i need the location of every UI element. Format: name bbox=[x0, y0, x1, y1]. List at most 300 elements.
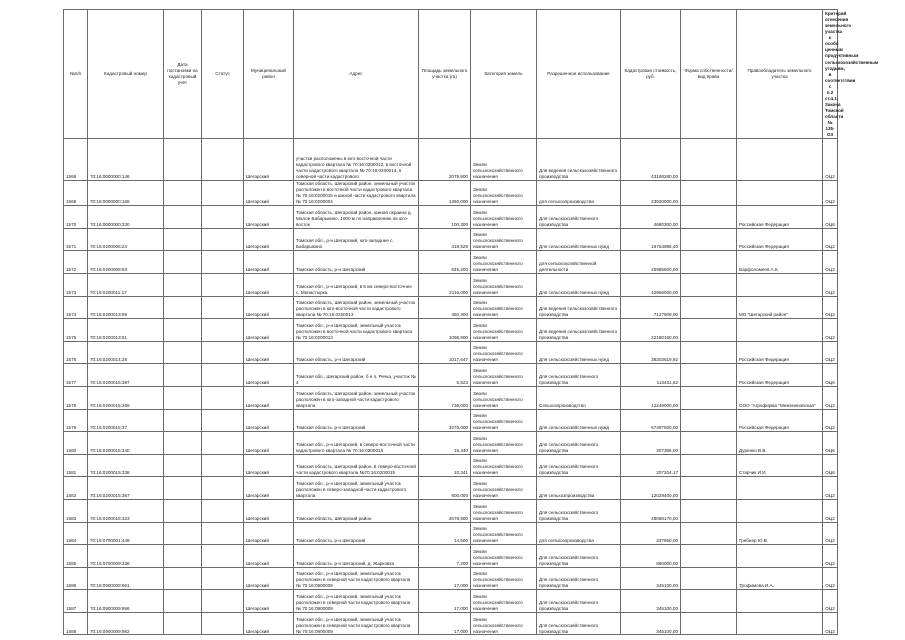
area-cell: 1096,900 bbox=[419, 319, 471, 342]
permitted-use-cell: для сельхозпроизводства bbox=[537, 181, 621, 206]
rights-holder-cell bbox=[737, 545, 823, 568]
area-cell: 17,000 bbox=[419, 590, 471, 613]
criterion-cell: ОЦ2 bbox=[823, 228, 838, 251]
permitted-use-cell: Для сельскохозяйственных нужд bbox=[537, 341, 621, 364]
rights-holder-cell bbox=[737, 273, 823, 296]
ownership-form-cell bbox=[681, 545, 737, 568]
address-cell: Томская область, Шегарский район, в северо-восточной части кадастрового квартала №70:16:0200015 bbox=[294, 454, 419, 477]
rights-holder-cell: Российская Федерация bbox=[737, 341, 823, 364]
land-category-cell: Земли сельскохозяйственного назначения bbox=[471, 386, 537, 409]
registration-date-cell bbox=[164, 181, 202, 206]
rights-holder-cell bbox=[737, 181, 823, 206]
criterion-cell: ОЦ2 bbox=[823, 567, 838, 590]
status-cell bbox=[202, 251, 244, 274]
rights-holder-cell bbox=[737, 319, 823, 342]
land-category-cell: Земли сельскохозяйственного назначения bbox=[471, 522, 537, 545]
criterion-cell: ОЦ2 bbox=[823, 296, 838, 319]
cadastral-value-cell: 860000,00 bbox=[621, 545, 681, 568]
municipal-district-cell: Шегарский bbox=[244, 409, 294, 432]
municipal-district-cell: Шегарский bbox=[244, 545, 294, 568]
land-category-cell: Земли сельскохозяйственного назначения bbox=[471, 477, 537, 500]
registration-date-cell bbox=[164, 522, 202, 545]
ownership-form-cell bbox=[681, 251, 737, 274]
table-row bbox=[64, 386, 838, 409]
status-cell bbox=[202, 567, 244, 590]
cadastral-value-cell: 22180160,00 bbox=[621, 319, 681, 342]
area-cell: 15,340 bbox=[419, 432, 471, 455]
permitted-use-cell: Для сельскохозяйственного производства bbox=[537, 545, 621, 568]
address-cell: Томская область, Шегарский район, земельный участок расположен в восточной части кадастрового квартала № 70:16:0200015 и южной части кадастрового квартала № 70:16:0200004 bbox=[294, 181, 419, 206]
criterion-cell: ОЦ2 bbox=[823, 386, 838, 409]
table-row bbox=[64, 341, 838, 364]
cadastral-value-cell: 12249000,00 bbox=[621, 386, 681, 409]
cadastral-value-cell: 113431,62 bbox=[621, 364, 681, 387]
land-category-cell: Земли сельскохозяйственного назначения bbox=[471, 319, 537, 342]
address-cell: Томская область, р-н Шегарский bbox=[294, 522, 419, 545]
land-category-cell: Земли сельскохозяйственного назначения bbox=[471, 206, 537, 229]
municipal-district-cell: Шегарский bbox=[244, 181, 294, 206]
cadastral-value-cell: 67497500,00 bbox=[621, 409, 681, 432]
rights-holder-cell: Российская Федерация bbox=[737, 364, 823, 387]
criterion-cell: ОЦ2 bbox=[823, 499, 838, 522]
criterion-cell: ОЦ2 bbox=[823, 273, 838, 296]
address-cell: Томская область, р-н Шегарский bbox=[294, 409, 419, 432]
rights-holder-cell bbox=[737, 612, 823, 635]
registration-date-cell bbox=[164, 139, 202, 181]
rights-holder-cell: Гребнер Ю.В. bbox=[737, 522, 823, 545]
area-cell: 14,500 bbox=[419, 522, 471, 545]
rights-holder-cell bbox=[737, 139, 823, 181]
land-category-cell: Земли сельскохозяйственного назначения bbox=[471, 341, 537, 364]
permitted-use-cell: Для ведения сельскохозяйственного производства bbox=[537, 296, 621, 319]
criterion-cell: ОЦ2 bbox=[823, 139, 838, 181]
land-category-cell: Земли сельскохозяйственного назначения bbox=[471, 296, 537, 319]
address-cell: Томская область, р-н Шегарский bbox=[294, 251, 419, 274]
rights-holder-cell: Российская Федерация bbox=[737, 206, 823, 229]
permitted-use-cell: Для сельскохозяйственного производства bbox=[537, 206, 621, 229]
ownership-form-cell bbox=[681, 499, 737, 522]
rights-holder-cell: Варфоломеев А.К. bbox=[737, 251, 823, 274]
row-number-cell: 1574 bbox=[64, 296, 88, 319]
status-cell bbox=[202, 499, 244, 522]
permitted-use-cell: Для ведения сельскохозяйственного производства bbox=[537, 139, 621, 181]
header-cell: Форма собственности/вид права bbox=[681, 10, 737, 139]
cadastral-value-cell: 43188280,00 bbox=[621, 139, 681, 181]
ownership-form-cell bbox=[681, 139, 737, 181]
registration-date-cell bbox=[164, 319, 202, 342]
table-row bbox=[64, 545, 838, 568]
area-cell: 350,300 bbox=[419, 296, 471, 319]
cadastral-value-cell: 345100,00 bbox=[621, 590, 681, 613]
ownership-form-cell bbox=[681, 454, 737, 477]
header-cell: Кадастровая стоимость, руб. bbox=[621, 10, 681, 139]
registration-date-cell bbox=[164, 296, 202, 319]
permitted-use-cell: Для сельскохозяйственного производства bbox=[537, 499, 621, 522]
rights-holder-cell: Российская Федерация bbox=[737, 409, 823, 432]
ownership-form-cell bbox=[681, 612, 737, 635]
status-cell bbox=[202, 432, 244, 455]
cadastral-value-cell: 12029400,00 bbox=[621, 477, 681, 500]
registration-date-cell bbox=[164, 409, 202, 432]
table-row bbox=[64, 409, 838, 432]
address-cell: Томская область, Шегарский район, южная окраина д. Малое Бабарыкино, 1000 м по направлению на юго-восток bbox=[294, 206, 419, 229]
registration-date-cell bbox=[164, 545, 202, 568]
status-cell bbox=[202, 206, 244, 229]
municipal-district-cell: Шегарский bbox=[244, 364, 294, 387]
table-row bbox=[64, 454, 838, 477]
area-cell: 17,000 bbox=[419, 612, 471, 635]
table-row bbox=[64, 590, 838, 613]
ownership-form-cell bbox=[681, 273, 737, 296]
row-number-cell: 1568 bbox=[64, 139, 88, 181]
row-number-cell: 1580 bbox=[64, 432, 88, 455]
criterion-cell: ОЦ6 bbox=[823, 364, 838, 387]
row-number-cell: 1586 bbox=[64, 567, 88, 590]
area-cell: 2116,000 bbox=[419, 273, 471, 296]
land-category-cell: Земли сельскохозяйственного назначения bbox=[471, 364, 537, 387]
cadastral-value-cell: 207204,17 bbox=[621, 454, 681, 477]
cadastral-number-cell: 70:16:0200008:83 bbox=[88, 251, 164, 274]
cadastral-value-cell: 36303619,92 bbox=[621, 341, 681, 364]
cadastral-value-cell: 25985500,00 bbox=[621, 251, 681, 274]
address-cell: Томская обл., р-н Шегарский, земельный участок расположен в восточной части кадастрового квартала № 70:16:0200013 bbox=[294, 319, 419, 342]
cadastral-number-cell: 70:16:0200015:269 bbox=[88, 386, 164, 409]
cadastral-value-cell: 337850,00 bbox=[621, 522, 681, 545]
cadastral-number-cell: 70:16:0200015:338 bbox=[88, 454, 164, 477]
permitted-use-cell: Для ведения сельскохозяйственного производства bbox=[537, 319, 621, 342]
header-cell: Разрешенное использование bbox=[537, 10, 621, 139]
permitted-use-cell: для сельскохозяйственной деятельности bbox=[537, 251, 621, 274]
table-row bbox=[64, 319, 838, 342]
municipal-district-cell: Шегарский bbox=[244, 612, 294, 635]
municipal-district-cell: Шегарский bbox=[244, 251, 294, 274]
row-number-cell: 1577 bbox=[64, 364, 88, 387]
criterion-cell: ОЦ2 bbox=[823, 590, 838, 613]
header-cell: Адрес bbox=[294, 10, 419, 139]
permitted-use-cell: Для сельскохозяйственного производства bbox=[537, 364, 621, 387]
area-cell: 2079,900 bbox=[419, 139, 471, 181]
criterion-cell: ОЦ2 bbox=[823, 522, 838, 545]
cadastral-number-cell: 70:16:0200014:28 bbox=[88, 341, 164, 364]
ownership-form-cell bbox=[681, 364, 737, 387]
row-number-cell: 1588 bbox=[64, 612, 88, 635]
permitted-use-cell: Сельхозпроизводство bbox=[537, 386, 621, 409]
address-cell: Томская обл., р-н Шегарский, в северо-восточной части кадастрового квартала № 70:16:0200015 bbox=[294, 432, 419, 455]
row-number-cell: 1578 bbox=[64, 386, 88, 409]
municipal-district-cell: Шегарский bbox=[244, 319, 294, 342]
row-number-cell: 1572 bbox=[64, 251, 88, 274]
rights-holder-cell: МО "Шегарский район" bbox=[737, 296, 823, 319]
row-number-cell: 1587 bbox=[64, 590, 88, 613]
municipal-district-cell: Шегарский bbox=[244, 454, 294, 477]
status-cell bbox=[202, 139, 244, 181]
criterion-cell: ОЦ2 bbox=[823, 612, 838, 635]
land-category-cell: Земли сельскохозяйственного назначения bbox=[471, 409, 537, 432]
table-row bbox=[64, 612, 838, 635]
municipal-district-cell: Шегарский bbox=[244, 499, 294, 522]
permitted-use-cell: Для сельскохозяйственного производства bbox=[537, 612, 621, 635]
status-cell bbox=[202, 612, 244, 635]
registration-date-cell bbox=[164, 612, 202, 635]
ownership-form-cell bbox=[681, 477, 737, 500]
permitted-use-cell: Для сельскохозяйственного производства bbox=[537, 454, 621, 477]
permitted-use-cell: Для сельскохозяйственного производства bbox=[537, 590, 621, 613]
rights-holder-cell: Трофимова И.А. bbox=[737, 567, 823, 590]
area-cell: 10,341 bbox=[419, 454, 471, 477]
registration-date-cell bbox=[164, 251, 202, 274]
ownership-form-cell bbox=[681, 341, 737, 364]
header-cell: №п/п bbox=[64, 10, 88, 139]
table-row bbox=[64, 273, 838, 296]
registration-date-cell bbox=[164, 499, 202, 522]
cadastral-number-cell: 70:16:0200015:37 bbox=[88, 409, 164, 432]
cadastral-number-cell: 70:16:0200013:81 bbox=[88, 319, 164, 342]
ownership-form-cell bbox=[681, 319, 737, 342]
cadastral-number-cell: 70:16:0700009:338 bbox=[88, 545, 164, 568]
table-row bbox=[64, 567, 838, 590]
header-cell: Площадь земельного участка (га) bbox=[419, 10, 471, 139]
rights-holder-cell: Дуренко В.В. bbox=[737, 432, 823, 455]
area-cell: 3275,000 bbox=[419, 409, 471, 432]
area-cell: 418,529 bbox=[419, 228, 471, 251]
cadastral-number-cell: 70:16:0200015:387 bbox=[88, 364, 164, 387]
header-cell: Категория земель bbox=[471, 10, 537, 139]
permitted-use-cell: Для сельскохозяйственных нужд bbox=[537, 409, 621, 432]
permitted-use-cell: Для сельскохозяйственных нужд bbox=[537, 228, 621, 251]
row-number-cell: 1575 bbox=[64, 319, 88, 342]
area-cell: 5,523 bbox=[419, 364, 471, 387]
land-registry-sheet bbox=[63, 9, 879, 635]
municipal-district-cell: Шегарский bbox=[244, 386, 294, 409]
criterion-cell: ОЦ2 bbox=[823, 477, 838, 500]
cadastral-value-cell: 16754986,40 bbox=[621, 228, 681, 251]
address-cell: Томская обл., р-н Шегарский, юго-западнее с. Бабарыкино bbox=[294, 228, 419, 251]
permitted-use-cell: Для сельскохозяйственных нужд bbox=[537, 273, 621, 296]
table-row bbox=[64, 522, 838, 545]
criterion-cell: ОЦ6 bbox=[823, 432, 838, 455]
criterion-cell: ОЦ2 bbox=[823, 251, 838, 274]
cadastral-number-cell: 70:16:0900009:961 bbox=[88, 567, 164, 590]
table-row bbox=[64, 296, 838, 319]
cadastral-value-cell: 307366,00 bbox=[621, 432, 681, 455]
address-cell: Томская обл., р-н Шегарский, земельный участок расположен в северо-западной части кадастрового квартала bbox=[294, 477, 419, 500]
table-row bbox=[64, 477, 838, 500]
cadastral-number-cell: 70:16:0000000:146 bbox=[88, 139, 164, 181]
area-cell: 845,200 bbox=[419, 251, 471, 274]
cadastral-number-cell: 70:16:0200013:99 bbox=[88, 296, 164, 319]
cadastral-value-cell: 42956000,00 bbox=[621, 273, 681, 296]
municipal-district-cell: Шегарский bbox=[244, 522, 294, 545]
registration-date-cell bbox=[164, 432, 202, 455]
municipal-district-cell: Шегарский bbox=[244, 341, 294, 364]
status-cell bbox=[202, 319, 244, 342]
land-category-cell: Земли сельскохозяйственного назначения bbox=[471, 432, 537, 455]
criterion-cell: ОЦ6 bbox=[823, 206, 838, 229]
registration-date-cell bbox=[164, 206, 202, 229]
table-row bbox=[64, 181, 838, 206]
registration-date-cell bbox=[164, 341, 202, 364]
rights-holder-cell bbox=[737, 499, 823, 522]
address-cell: Томская обл., р-н Шегарский, земельный участок расположен в северной части кадастрового квартала № 70:16:0900009 bbox=[294, 590, 419, 613]
criterion-cell: ОЦ2 bbox=[823, 545, 838, 568]
cadastral-number-cell: 70:16:0900009:956 bbox=[88, 590, 164, 613]
status-cell bbox=[202, 409, 244, 432]
status-cell bbox=[202, 341, 244, 364]
row-number-cell: 1571 bbox=[64, 228, 88, 251]
cadastral-value-cell: 48088170,00 bbox=[621, 499, 681, 522]
table-row bbox=[64, 499, 838, 522]
municipal-district-cell: Шегарский bbox=[244, 590, 294, 613]
cadastral-value-cell: 23920000,00 bbox=[621, 181, 681, 206]
municipal-district-cell: Шегарский bbox=[244, 477, 294, 500]
cadastral-number-cell: 70:16:0000000:169 bbox=[88, 181, 164, 206]
cadastral-number-cell: 70:16:0900009:962 bbox=[88, 612, 164, 635]
rights-holder-cell: Старчик И.И. bbox=[737, 454, 823, 477]
header-cell: Правообладатель земельного участка bbox=[737, 10, 823, 139]
cadastral-number-cell: 70:16:0200015:340 bbox=[88, 432, 164, 455]
address-cell: Томская область, р-н Шегарский, д. Жарковка bbox=[294, 545, 419, 568]
status-cell bbox=[202, 273, 244, 296]
land-category-cell: Земли сельскохозяйственного назначения bbox=[471, 567, 537, 590]
table-row bbox=[64, 432, 838, 455]
permitted-use-cell: для сельхозпроизводства bbox=[537, 522, 621, 545]
registration-date-cell bbox=[164, 364, 202, 387]
status-cell bbox=[202, 386, 244, 409]
registration-date-cell bbox=[164, 228, 202, 251]
area-cell: 2678,900 bbox=[419, 499, 471, 522]
row-number-cell: 1579 bbox=[64, 409, 88, 432]
status-cell bbox=[202, 296, 244, 319]
address-cell: Томская обл., р-н Шегарский, земельный участок расположен в северной части кадастрового квартала № 70:16:0900009 bbox=[294, 567, 419, 590]
municipal-district-cell: Шегарский bbox=[244, 296, 294, 319]
cadastral-value-cell: 345100,00 bbox=[621, 612, 681, 635]
ownership-form-cell bbox=[681, 590, 737, 613]
header-cell: Кадастровый номер bbox=[88, 10, 164, 139]
header-cell: Дата постановки на кадастровый учёт bbox=[164, 10, 202, 139]
address-cell: участки расположены в юго-восточной части кадастрового квартала № 70:16:0200012, в восточной части кадастрового квартала № 70:16:0200014, в северной части кадастрового bbox=[294, 139, 419, 181]
municipal-district-cell: Шегарский bbox=[244, 432, 294, 455]
permitted-use-cell: Для сельхозпроизводства bbox=[537, 477, 621, 500]
table-row bbox=[64, 139, 838, 181]
status-cell bbox=[202, 228, 244, 251]
registration-date-cell bbox=[164, 454, 202, 477]
status-cell bbox=[202, 181, 244, 206]
header-cell-criterion: Критерий отнесения земельного участка к особо ценным продуктивным сельскохозяйственным угодьям, в соответствии с п.2 ст.4.1 Закона Томской области № 135-ОЗ bbox=[823, 10, 838, 139]
row-number-cell: 1570 bbox=[64, 206, 88, 229]
address-cell: Томская область, Шегарский район, земельный участок расположен в юго-восточной части кадастрового квартала № 70:16:0200013 bbox=[294, 296, 419, 319]
status-cell bbox=[202, 364, 244, 387]
table-row bbox=[64, 251, 838, 274]
municipal-district-cell: Шегарский bbox=[244, 567, 294, 590]
row-number-cell: 1581 bbox=[64, 454, 88, 477]
criterion-cell: ОЦ6 bbox=[823, 454, 838, 477]
address-cell: Томская область, Шегарский район bbox=[294, 499, 419, 522]
cadastral-number-cell: 70:16:0200015:367 bbox=[88, 477, 164, 500]
area-cell: 100,300 bbox=[419, 206, 471, 229]
ownership-form-cell bbox=[681, 409, 737, 432]
header-row bbox=[64, 10, 838, 139]
registration-date-cell bbox=[164, 590, 202, 613]
ownership-form-cell bbox=[681, 522, 737, 545]
status-cell bbox=[202, 454, 244, 477]
area-cell: 1017,647 bbox=[419, 341, 471, 364]
row-number-cell: 1585 bbox=[64, 545, 88, 568]
land-category-cell: Земли сельскохозяйственного назначения bbox=[471, 612, 537, 635]
land-category-cell: Земли сельскохозяйственного назначения bbox=[471, 454, 537, 477]
table-row bbox=[64, 228, 838, 251]
ownership-form-cell bbox=[681, 228, 737, 251]
permitted-use-cell: Для сельскохозяйственного производства bbox=[537, 432, 621, 455]
municipal-district-cell: Шегарский bbox=[244, 206, 294, 229]
ownership-form-cell bbox=[681, 386, 737, 409]
cadastral-number-cell: 70:16:0700001:449 bbox=[88, 522, 164, 545]
header-cell: Статус bbox=[202, 10, 244, 139]
criterion-cell: ОЦ2 bbox=[823, 319, 838, 342]
ownership-form-cell bbox=[681, 296, 737, 319]
ownership-form-cell bbox=[681, 432, 737, 455]
registration-date-cell bbox=[164, 273, 202, 296]
registration-date-cell bbox=[164, 477, 202, 500]
row-number-cell: 1576 bbox=[64, 341, 88, 364]
address-cell: Томская обл., р-н Шегарский, в 5 км северо-восточнее с. Монастырка bbox=[294, 273, 419, 296]
land-category-cell: Земли сельскохозяйственного назначения bbox=[471, 228, 537, 251]
rights-holder-cell: ООО "Агрофирма "Межениновская" bbox=[737, 386, 823, 409]
rights-holder-cell bbox=[737, 477, 823, 500]
rights-holder-cell: Российская Федерация bbox=[737, 228, 823, 251]
criterion-cell: ОЦ2 bbox=[823, 341, 838, 364]
land-registry-table bbox=[63, 9, 879, 635]
cadastral-value-cell: 345100,00 bbox=[621, 567, 681, 590]
ownership-form-cell bbox=[681, 181, 737, 206]
row-number-cell: 1584 bbox=[64, 522, 88, 545]
registration-date-cell bbox=[164, 386, 202, 409]
land-category-cell: Земли сельскохозяйственного назначения bbox=[471, 181, 537, 206]
area-cell: 7,200 bbox=[419, 545, 471, 568]
row-number-cell: 1583 bbox=[64, 499, 88, 522]
row-number-cell: 1569 bbox=[64, 181, 88, 206]
ownership-form-cell bbox=[681, 206, 737, 229]
address-cell: Томская обл., р-н Шегарский, земельный участок расположен в северной части кадастрового квартала № 70:16:0900009 bbox=[294, 612, 419, 635]
area-cell: 736,000 bbox=[419, 386, 471, 409]
permitted-use-cell: Для сельскохозяйственного производства bbox=[537, 567, 621, 590]
header-cell: Муниципальный район bbox=[244, 10, 294, 139]
area-cell: 17,000 bbox=[419, 567, 471, 590]
cadastral-number-cell: 70:16:0200011:17 bbox=[88, 273, 164, 296]
land-category-cell: Земли сельскохозяйственного назначения bbox=[471, 590, 537, 613]
row-number-cell: 1582 bbox=[64, 477, 88, 500]
cadastral-value-cell: 4680300,00 bbox=[621, 206, 681, 229]
status-cell bbox=[202, 522, 244, 545]
cadastral-number-cell: 70:16:0000000:330 bbox=[88, 206, 164, 229]
land-category-cell: Земли сельскохозяйственного назначения bbox=[471, 273, 537, 296]
cadastral-number-cell: 70:16:0200015:323 bbox=[88, 499, 164, 522]
municipal-district-cell: Шегарский bbox=[244, 273, 294, 296]
land-category-cell: Земли сельскохозяйственного назначения bbox=[471, 139, 537, 181]
land-category-cell: Земли сельскохозяйственного назначения bbox=[471, 499, 537, 522]
area-cell: 1360,000 bbox=[419, 181, 471, 206]
municipal-district-cell: Шегарский bbox=[244, 228, 294, 251]
table-row bbox=[64, 364, 838, 387]
municipal-district-cell: Шегарский bbox=[244, 139, 294, 181]
criterion-cell: ОЦ2 bbox=[823, 409, 838, 432]
area-cell: 600,000 bbox=[419, 477, 471, 500]
land-category-cell: Земли сельскохозяйственного назначения bbox=[471, 545, 537, 568]
status-cell bbox=[202, 590, 244, 613]
registration-date-cell bbox=[164, 567, 202, 590]
criterion-cell: ОЦ2 bbox=[823, 181, 838, 206]
address-cell: Томская область, Шегарский район, земельный участок расположен в юго-западной части кадастрового квартала bbox=[294, 386, 419, 409]
land-category-cell: Земли сельскохозяйственного назначения bbox=[471, 251, 537, 274]
